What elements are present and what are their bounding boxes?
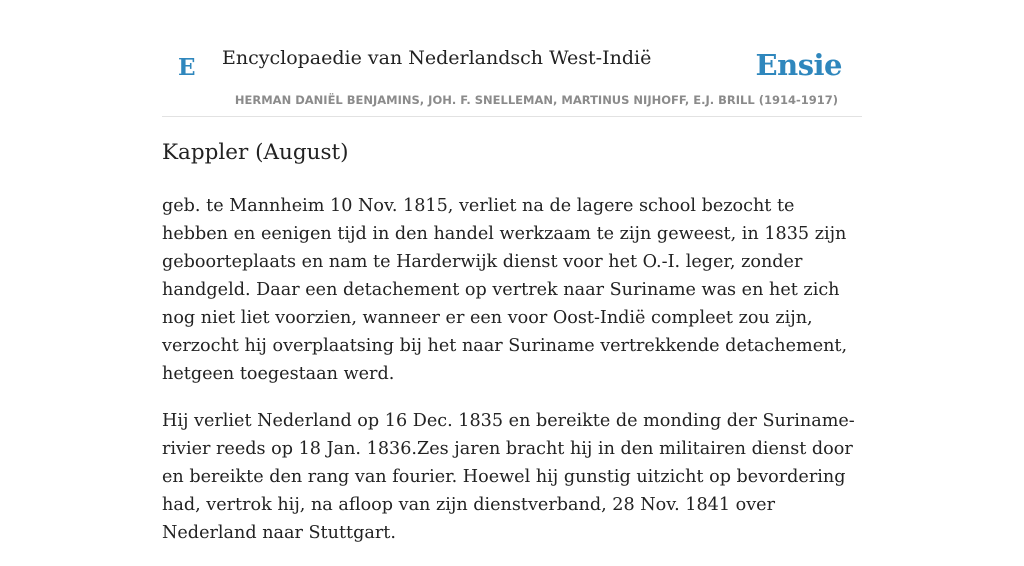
book-title[interactable]: Encyclopaedie van Nederlandsch West-Indië	[222, 47, 652, 69]
article-title: Kappler (August)	[162, 140, 349, 165]
book-logo[interactable]: E	[178, 54, 196, 81]
article-body	[162, 192, 862, 566]
book-authors: HERMAN DANIËL BENJAMINS, JOH. F. SNELLEMAN, MARTINUS NIJHOFF, E.J. BRILL (1914-1917)	[234, 93, 838, 107]
header	[162, 0, 862, 117]
article-paragraph: Hij verliet Nederland op 16 Dec. 1835 en bereikte de monding der Suriname-rivier reeds op 18 Jan. 1836.Zes jaren bracht hij in den militairen dienst door en bereikte den rang van fourier. Hoewel hij gunstig uitzicht op bevordering had, vertrok hij, na afloop van zijn dienstverband, 28 Nov. 1841 over Nederland naar Stuttgart.	[162, 411, 855, 543]
brand-logo[interactable]: Ensie	[755, 48, 842, 82]
article-paragraph: geb. te Mannheim 10 Nov. 1815, verliet na de lagere school bezocht te hebben en eenigen tijd in den handel werkzaam te zijn geweest, in 1835 zijn geboorteplaats en nam te Harderwijk dienst voor het O.-I. leger, zonder handgeld. Daar een detachement op vertrek naar Suriname was en het zich nog niet liet voorzien, wanneer er een voor Oost-Indië compleet zou zijn, verzocht hij overplaatsing bij het naar Suriname vertrekkende detachement, hetgeen toegestaan werd.	[162, 196, 848, 384]
